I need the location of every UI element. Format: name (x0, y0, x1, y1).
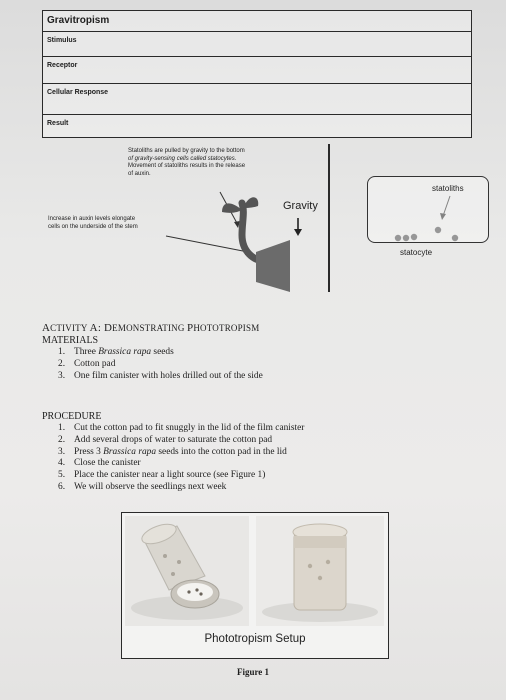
row-label-receptor: Receptor (47, 62, 78, 69)
title-part: EMONSTRATING (112, 323, 188, 333)
statoliths-label: statoliths (432, 184, 464, 193)
item-text: seeds into the cotton pad in the lid (156, 446, 287, 457)
list-item (58, 447, 304, 459)
figure-label: Figure 1 (236, 667, 270, 677)
title-part: A (42, 322, 51, 334)
item-text: We will observe the seedlings next week (74, 481, 227, 492)
list-item (58, 435, 304, 447)
item-text: Cut the cotton pad to fit snuggly in the lid of the film canister (74, 423, 305, 433)
statocyte-label: statocyte (400, 248, 433, 257)
canister-photo-closed (256, 516, 384, 626)
list-item (58, 371, 263, 383)
item-number: 6. (58, 481, 66, 492)
caption-line: of gravity-sensing cells called statocytes. (128, 155, 237, 162)
item-text: Three (74, 347, 99, 357)
statocyte-cell (367, 176, 489, 243)
materials-list (58, 347, 263, 382)
procedure-heading: PROCEDURE (42, 411, 102, 422)
pot-shape (256, 240, 290, 292)
title-part: A: D (89, 322, 113, 334)
list-item (58, 458, 304, 470)
list-item (58, 423, 304, 435)
item-number: 4. (58, 458, 66, 469)
item-italic: Brassica rapa (98, 347, 152, 357)
row-label-stimulus: Stimulus (47, 37, 77, 44)
title-part: P (187, 322, 194, 334)
table-title: Gravitropism (47, 15, 110, 26)
item-text: Place the canister near a light source (see Figure 1) (74, 470, 266, 481)
item-text: Close the canister (74, 458, 141, 469)
caption-line: Movement of statoliths results in the release (128, 163, 246, 169)
gravity-arrow-head (294, 229, 302, 236)
item-number: 1. (58, 423, 66, 433)
gravity-label: Gravity (283, 200, 318, 212)
item-italic: Brassica rapa (103, 446, 157, 457)
item-text: Press 3 (74, 446, 104, 457)
row-label-result: Result (47, 120, 69, 127)
item-number: 2. (58, 434, 66, 445)
row-label-cellular-response: Cellular Response (47, 89, 109, 96)
item-number: 5. (58, 470, 66, 481)
canister-closed-illustration (256, 516, 384, 626)
divider-line (328, 144, 330, 292)
list-item (58, 359, 263, 371)
materials-heading: MATERIALS (42, 335, 99, 346)
title-part: CTIVITY (50, 323, 90, 333)
item-number: 2. (58, 358, 66, 369)
figure-box (121, 512, 389, 659)
caption-line: of auxin. (128, 170, 151, 177)
caption-line: Statoliths are pulled by gravity to the bottom (128, 148, 245, 154)
item-text: One film canister with holes drilled out of the side (74, 370, 263, 381)
canister-photo-open (125, 516, 249, 626)
list-item (58, 482, 304, 494)
auxin-pointer (166, 236, 248, 252)
item-number: 3. (58, 370, 66, 381)
list-item (58, 347, 263, 359)
list-item (58, 470, 304, 482)
canister-open-illustration (125, 516, 249, 626)
caption-line: Increase in auxin levels elongate (48, 216, 136, 222)
item-number: 3. (58, 446, 66, 457)
item-text: Add several drops of water to saturate the cotton pad (74, 434, 273, 445)
title-part: HOTOTROPISM (193, 323, 260, 333)
item-text: Cotton pad (74, 358, 116, 369)
procedure-list (58, 423, 304, 494)
caption-line: cells on the underside of the stem (48, 223, 138, 230)
item-number: 1. (58, 347, 66, 357)
activity-title (42, 322, 259, 334)
item-text: seeds (151, 347, 174, 357)
figure-caption: Phototropism Setup (204, 633, 306, 645)
